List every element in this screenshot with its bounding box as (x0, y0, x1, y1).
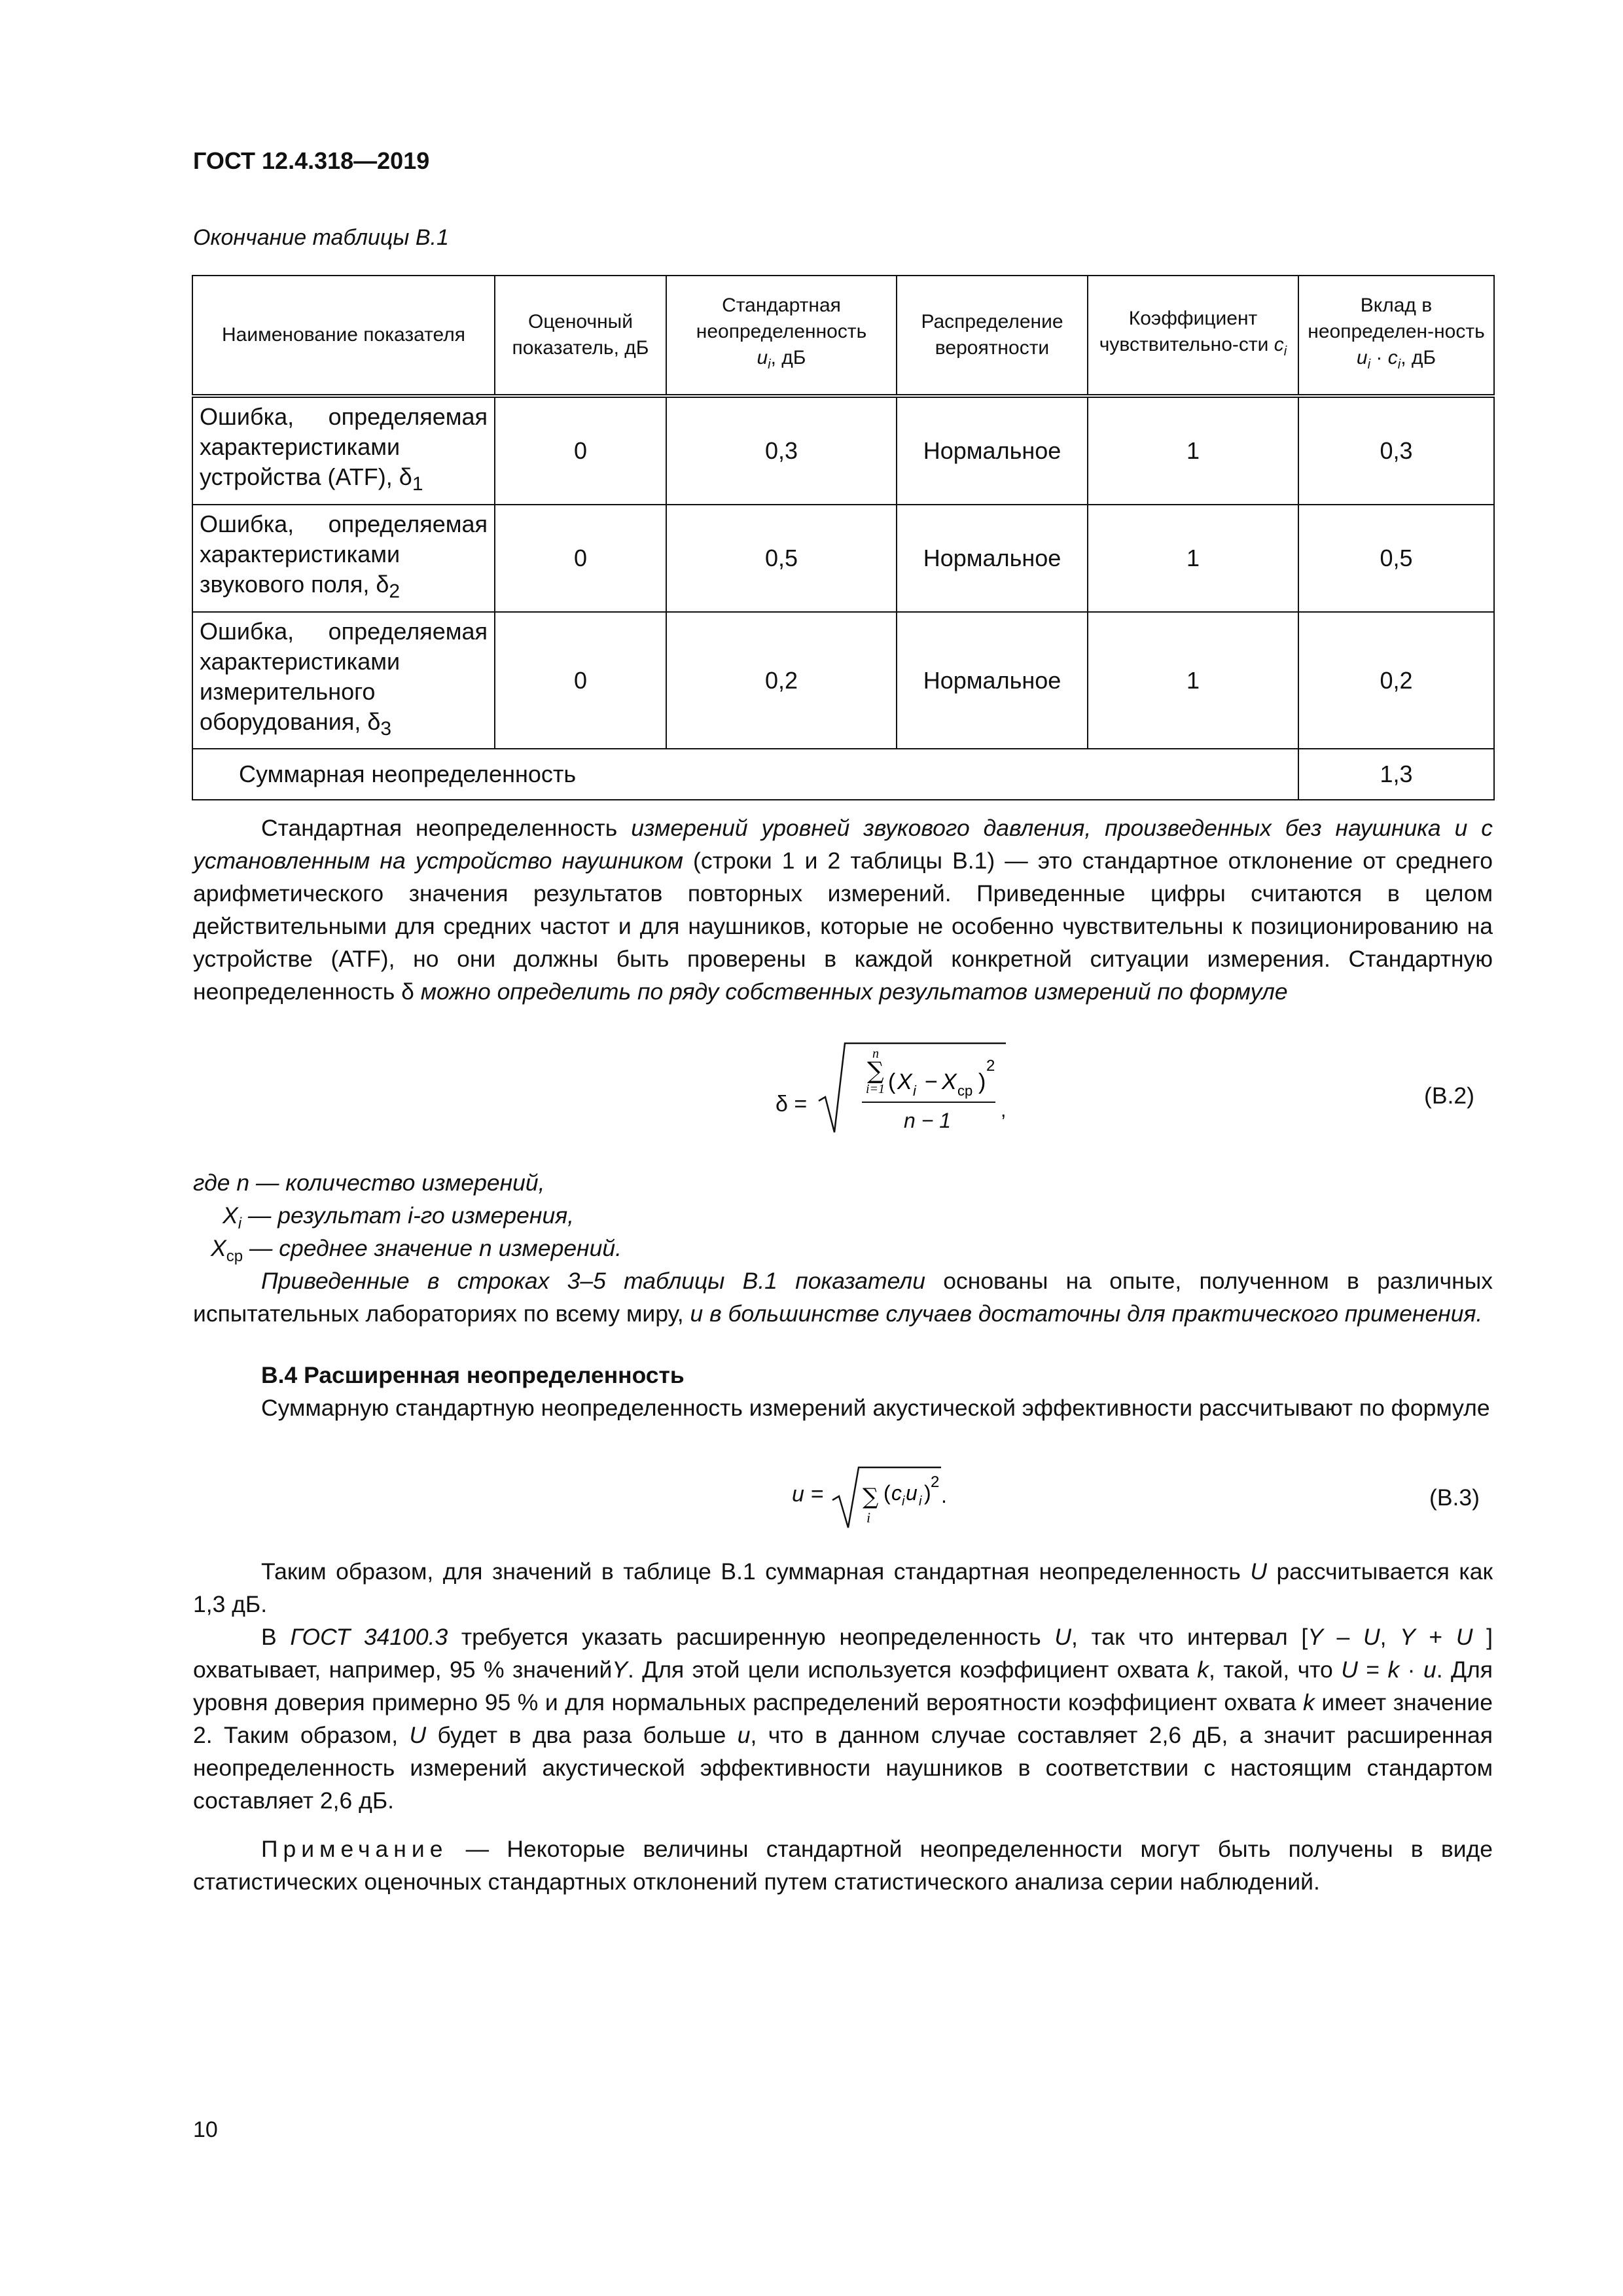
equation-number-b2: (В.2) (1424, 1083, 1474, 1109)
formula-b2-denominator: n − 1 (904, 1109, 952, 1132)
svg-text:ср: ср (957, 1083, 973, 1099)
row-name: Ошибка, определяемая характеристиками измерительного оборудования, $\delta_3$ (192, 612, 495, 749)
equation-number-b3: (В.3) (1429, 1484, 1480, 1511)
svg-text:,: , (1001, 1100, 1007, 1121)
svg-text:X: X (897, 1069, 912, 1094)
svg-text:i: i (866, 1509, 871, 1526)
header-estimate: Оценочный показатель, дБ (495, 276, 666, 396)
cell-uncertainty: 0,3 (666, 396, 897, 505)
section-heading-b4: В.4 Расширенная неопределенность (261, 1362, 685, 1388)
cell-uncertainty: 0,5 (666, 505, 897, 612)
table-caption: Окончание таблицы В.1 (193, 225, 449, 250)
svg-text:X: X (942, 1069, 957, 1094)
formula-b3-graphic (831, 1460, 988, 1532)
svg-text:i: i (919, 1494, 922, 1509)
where-xcp: $X_{ср}$ — среднее значение n измерений. (211, 1235, 622, 1266)
paragraph-standard-uncertainty: Стандартная неопределенность измерений уровней звукового давления, произведенных без наушника и с установленным на устройство наушником (строки 1 и 2 таблицы В.1) — это стандартное отклонение от среднего арифметического значения результатов повторных измерений. Приведенные цифры считаются в целом действительными для средних частот и для наушников, которые не особенно чувствительны к позиционированию на устройстве (ATF), но они должны быть проверены в каждой конкретной ситуации измерения. Стандартную неопределенность δ можно определить по ряду собственных результатов измерений по формуле (193, 815, 1493, 1005)
svg-text:(: ( (888, 1069, 896, 1094)
svg-text:i: i (902, 1494, 905, 1509)
formula-b2 (776, 1041, 1011, 1145)
svg-text:∑: ∑ (867, 1058, 884, 1085)
cell-estimate: 0 (495, 396, 666, 505)
row-name: Ошибка, определяемая характеристиками устройства (ATF), $\delta_1$ (192, 396, 495, 505)
table-total-row (192, 749, 1494, 800)
header-uncertainty: Стандартная неопределенность $u_i$, дБ (666, 276, 897, 396)
cell-estimate: 0 (495, 505, 666, 612)
svg-text:∑: ∑ (863, 1484, 879, 1510)
table-row (192, 612, 1494, 749)
formula-b2-lhs: δ = (776, 1092, 808, 1117)
where-xi: $X_i$ — результат i-го измерения, (223, 1202, 575, 1233)
svg-text:n: n (872, 1047, 879, 1061)
where-n: где n — количество измерений, (193, 1170, 545, 1196)
row-name: Ошибка, определяемая характеристиками звукового поля, $\delta_2$ (192, 505, 495, 612)
standard-designation: ГОСТ 12.4.318—2019 (193, 147, 430, 174)
cell-coefficient: 1 (1088, 612, 1298, 749)
svg-text:): ) (924, 1481, 931, 1505)
cell-uncertainty: 0,2 (666, 612, 897, 749)
total-value: 1,3 (1298, 749, 1494, 800)
svg-text:i: i (913, 1083, 916, 1099)
cell-coefficient: 1 (1088, 505, 1298, 612)
cell-coefficient: 1 (1088, 396, 1298, 505)
header-coefficient: Коэффициент чувствительно-сти $c_i$ (1088, 276, 1298, 396)
header-contribution: Вклад в неопределен-ность $u_i \cdot c_i$, дБ (1298, 276, 1494, 396)
cell-distribution: Нормальное (897, 612, 1088, 749)
paragraph-total-uncertainty: Таким образом, для значений в таблице В.1 суммарная стандартная неопределенность U рассчитывается как 1,3 дБ. (193, 1558, 1493, 1617)
table-row (192, 396, 1494, 505)
table-header-row (192, 276, 1494, 396)
table-row (192, 505, 1494, 612)
uncertainty-table (192, 275, 1495, 800)
header-name: Наименование показателя (192, 276, 495, 396)
paragraph-rows-3-5: Приведенные в строках 3–5 таблицы В.1 показатели основаны на опыте, полученном в различных испытательных лабораториях по всему миру, и в большинстве случаев достаточны для практического применения. (193, 1268, 1493, 1327)
formula-b3-lhs: u = (792, 1482, 824, 1507)
svg-text:(: ( (883, 1481, 891, 1505)
svg-text:−: − (925, 1069, 938, 1094)
svg-text:u: u (906, 1481, 918, 1505)
cell-distribution: Нормальное (897, 505, 1088, 612)
cell-contribution: 0,5 (1298, 505, 1494, 612)
header-distribution: Распределение вероятности (897, 276, 1088, 396)
formula-b3 (792, 1460, 988, 1532)
paragraph-combined-uncertainty: Суммарную стандартную неопределенность измерений акустической эффективности рассчитывают по формуле (261, 1395, 1490, 1421)
cell-estimate: 0 (495, 612, 666, 749)
cell-contribution: 0,3 (1298, 396, 1494, 505)
note: Примечание — Некоторые величины стандартной неопределенности могут быть получены в виде статистических оценочных стандартных отклонений путем статистического анализа серии наблюдений. (193, 1836, 1493, 1895)
svg-text:2: 2 (931, 1473, 940, 1491)
cell-contribution: 0,2 (1298, 612, 1494, 749)
note-label: Примечание (261, 1836, 448, 1862)
svg-text:i=1: i=1 (866, 1082, 885, 1096)
svg-text:.: . (941, 1484, 947, 1507)
svg-text:c: c (891, 1481, 902, 1505)
paragraph-expanded-uncertainty: В ГОСТ 34100.3 требуется указать расширенную неопределенность U, так что интервал [Y – U, Y + U ] охватывает, например, 95 % значенийY. Для этой цели используется коэффициент охвата k, такой, что U = k · u. Для уровня доверия примерно 95 % и для нормальных распределений вероятности коэффициент охвата k имеет значение 2. Таким образом, U будет в два раза больше u, что в данном случае составляет 2,6 дБ, а значит расширенная неопределенность измерений акустической эффективности наушников в соответствии с настоящим стандартом составляет 2,6 дБ. (193, 1624, 1493, 1814)
page-number: 10 (193, 2117, 218, 2142)
cell-distribution: Нормальное (897, 396, 1088, 505)
svg-text:2: 2 (986, 1057, 995, 1075)
total-label: Суммарная неопределенность (192, 749, 1298, 800)
svg-text:): ) (978, 1069, 986, 1094)
